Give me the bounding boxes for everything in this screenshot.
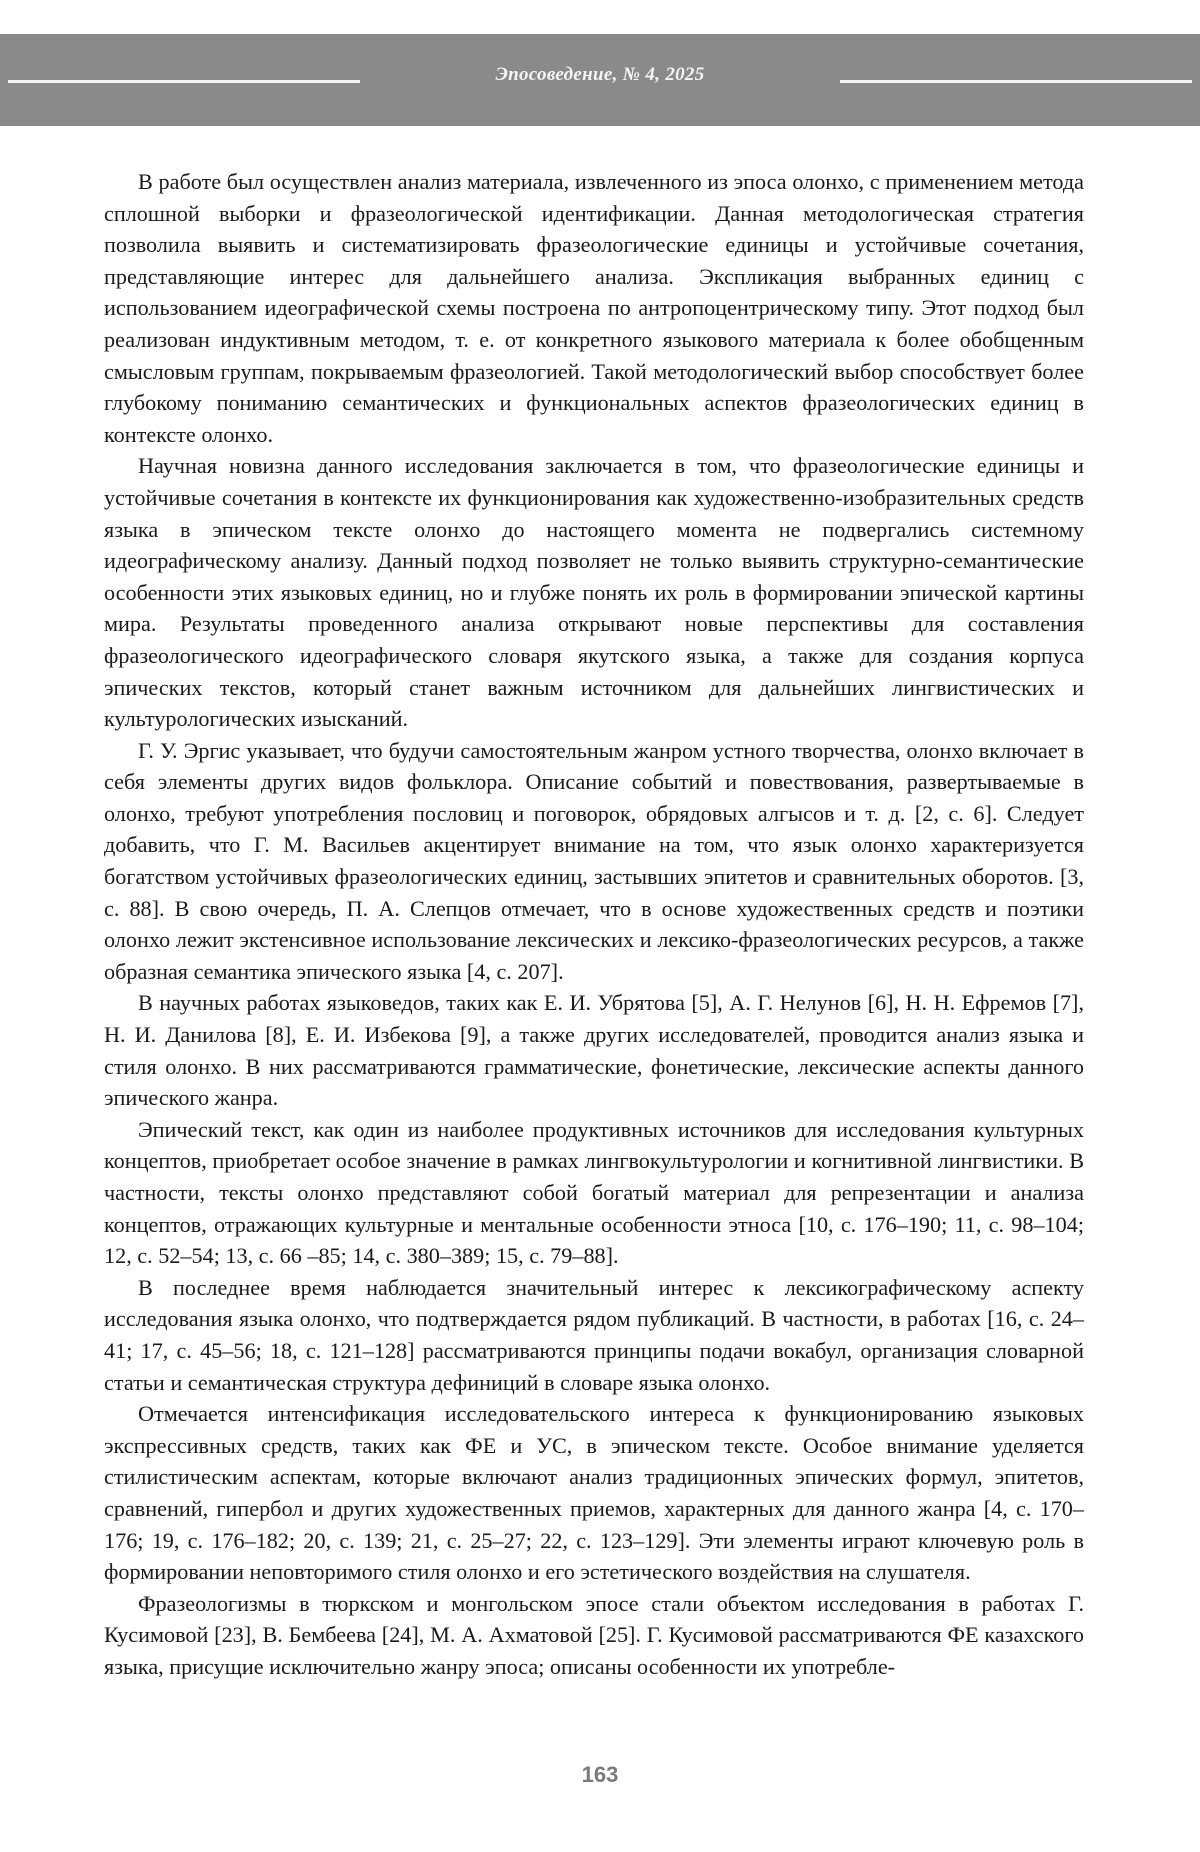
paragraph: В научных работах языковедов, таких как Е. И. Убрятова [5], А. Г. Нелунов [6], Н. Н. Ефремов [7], Н. И. Данилова [8], Е. И. Избекова [9], а также других исследователей, проводится анализ языка и стиля олонхо. В них рассматриваются грамматические, фонетические, лексические аспекты данного эпического жанра. <box>104 990 1084 1111</box>
header-rule-left <box>8 80 360 83</box>
paragraph: В последнее время наблюдается значительный интерес к лексикографическому аспекту исследования языка олонхо, что подтверждается рядом публикаций. В частности, в работах [16, с. 24–41; 17, с. 45–56; 18, с. 121–128] рассматриваются принципы подачи вокабул, организация словарной статьи и семантическая структура дефиниций в словаре языка олонхо. <box>104 1274 1084 1395</box>
header-rule-right <box>840 80 1192 83</box>
body-text <box>104 166 1084 1683</box>
paragraph: Г. У. Эргис указывает, что будучи самостоятельным жанром устного творчества, олонхо включает в себя элементы других видов фольклора. Описание событий и повествования, развертываемые в олонхо, требуют употребления пословиц и поговорок, обрядовых алгысов и т. д. [2, с. 6]. Следует добавить, что Г. М. Васильев акцентирует внимание на том, что язык олонхо характеризуется богатством устойчивых фразеологических единиц, застывших эпитетов и сравнительных оборотов. [3, с. 88]. В свою очередь, П. А. Слепцов отмечает, что в основе художественных средств и поэтики олонхо лежит экстенсивное использование лексических и лексико-фразеологических ресурсов, а также образная семантика эпического языка [4, с. 207]. <box>104 737 1084 984</box>
paragraph: Фразеологизмы в тюркском и монгольском эпосе стали объектом исследования в работах Г. Кусимовой [23], В. Бембеева [24], М. А. Ахматовой [25]. Г. Кусимовой рассматриваются ФЕ казахского языка, присущие исключительно жанру эпоса; описаны особенности их употребле- <box>104 1590 1084 1679</box>
paragraph: Научная новизна данного исследования заключается в том, что фразеологические единицы и устойчивые сочетания в контексте их функционирования как художественно-изобразительных средств языка в эпическом тексте олонхо до настоящего момента не подвергались системному идеографическому анализу. Данный подход позволяет не только выявить структурно-семантические особенности этих языковых единиц, но и глубже понять их роль в формировании эпической картины мира. Результаты проведенного анализа открывают новые перспективы для составления фразеологического идеографического словаря якутского языка, а также для создания корпуса эпических текстов, который станет важным источником для дальнейших лингвистических и культурологических изысканий. <box>104 453 1084 732</box>
paragraph: В работе был осуществлен анализ материала, извлеченного из эпоса олонхо, с применением метода сплошной выборки и фразеологической идентификации. Данная методологическая стратегия позволила выявить и систематизировать фразеологические единицы и устойчивые сочетания, представляющие интерес для дальнейшего анализа. Экспликация выбранных единиц с использованием идеографической схемы построена по антропоцентрическому типу. Этот подход был реализован индуктивным методом, т. е. от конкретного языкового материала к более обобщенным смысловым группам, покрываемым фразеологией. Такой методологический выбор способствует более глубокому пониманию семантических и функциональных аспектов фразеологических единиц в контексте олонхо. <box>104 169 1084 447</box>
page-number: 163 <box>581 1762 619 1787</box>
journal-title: Эпосоведение, № 4, 2025 <box>495 64 705 85</box>
paragraph: Эпический текст, как один из наиболее продуктивных источников для исследования культурных концептов, приобретает особое значение в рамках лингвокультурологии и когнитивной лингвистики. В частности, тексты олонхо представляют собой богатый материал для репрезентации и анализа концептов, отражающих культурные и ментальные особенности этноса [10, с. 176–190; 11, с. 98–104; 12, с. 52–54; 13, с. 66 –85; 14, с. 380–389; 15, с. 79–88]. <box>104 1116 1084 1269</box>
paragraph: Отмечается интенсификация исследовательского интереса к функционированию языковых экспрессивных средств, таких как ФЕ и УС, в эпическом тексте. Особое внимание уделяется стилистическим аспектам, которые включают анализ традиционных эпических формул, эпитетов, сравнений, гипербол и других художественных приемов, характерных для данного жанра [4, с. 170–176; 19, с. 176–182; 20, с. 139; 21, с. 25–27; 22, с. 123–129]. Эти элементы играют ключевую роль в формировании неповторимого стиля олонхо и его эстетического воздействия на слушателя. <box>104 1401 1084 1585</box>
